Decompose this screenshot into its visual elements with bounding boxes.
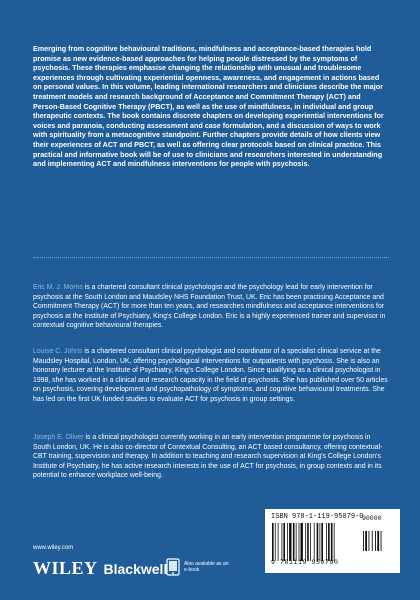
author-bio bbox=[33, 433, 389, 481]
book-description: Emerging from cognitive behavioural traditions, mindfulness and acceptance-based therapies hold promise as new evidence-based approaches for helping people distressed by the symptoms of psychosis. These therapies emphasise changing the relationship with unusual and troublesome experiences through cultivating experiential openness, awareness, and engagement in actions based on personal values. In this volume, leading international researchers and clinicians describe the major treatment models and research background of Acceptance and Commitment Therapy (ACT) and Person-Based Cognitive Therapy (PBCT), as well as the use of mindfulness, in individual and group therapeutic contexts. The book contains discrete chapters on developing experiential interventions for voices and paranoia, conducting assessment and case formulation, and a discussion of ways to work with spirituality from a metacognitive standpoint. Further chapters provide details of how clients view their experiences of ACT and PBCT, as well as offering clear protocols based on clinical practice. This practical and informative book will be of use to clinicians and researchers interested in understanding and implementing ACT and mindfulness interventions for people with psychosis. bbox=[33, 44, 384, 169]
divider bbox=[33, 257, 389, 258]
author-name: Eric M. J. Morris bbox=[33, 284, 83, 291]
ebook-note: Also available as an e-book bbox=[184, 561, 229, 573]
logo-blackwell: Blackwell bbox=[103, 561, 168, 577]
barcode-icon bbox=[271, 523, 359, 561]
author-bio-text: is a clinical psychologist currently working in an early intervention programme for psychosis in South London, UK. He is also co-director of Contextual Consulting, an ACT based consultancy, offering contextual-CBT training, supervision and therapy. In addition to teaching and research supervision at King's College London's Institute of Psychiatry, he has active research interests in the use of ACT for psychosis, in group contexts and in its potential to enhance workplace well-being. bbox=[33, 434, 383, 479]
author-bio-text: is a chartered consultant clinical psychologist and the psychology lead for early intervention for psychosis at the South London and Maudsley NHS Foundation Trust, UK. Eric has been practising Acceptance and Commitment Therapy (ACT) for more than ten years, and researches mindfulness and acceptance interventions for psychosis at the Institute of Psychiatry, King's College London. Eric is a highly experienced trainer and supervisor in contextual cognitive behavioural therapies. bbox=[33, 284, 386, 329]
author-name: Joseph E. Oliver bbox=[33, 434, 84, 441]
publisher-url: www.wiley.com bbox=[33, 545, 74, 551]
isbn-label: ISBN 978-1-119-95079-0 bbox=[271, 513, 364, 521]
addon-code: 90000 bbox=[362, 515, 382, 522]
ebook-icon bbox=[166, 558, 180, 576]
author-name: Louise C. Johns bbox=[33, 348, 83, 355]
author-bio bbox=[33, 283, 389, 331]
addon-barcode bbox=[362, 531, 392, 551]
author-bio-text: is a chartered consultant clinical psychologist and coordinator of a specialist clinical service at the Maudsley Hospital, London, UK, offering psychological interventions for outpatients with psychosis. She is also an honorary lecturer at the Institute of Psychiatry, King's College London. Since qualifying as a clinical psychologist in 1998, she has worked in a clinical and research capacity in the field of psychosis. She has published over 50 articles on psychosis, covering development and psychopathology of symptoms, and cognitive behavioural treatments. She has led on the first UK funded studies to evaluate ACT for psychosis in group settings. bbox=[33, 348, 388, 403]
addon-barcode-icon bbox=[362, 523, 392, 551]
logo-wiley: WILEY bbox=[33, 558, 98, 578]
author-bio bbox=[33, 347, 389, 404]
ebook-badge bbox=[166, 558, 234, 576]
barcode-digits: 9 781119 950790 bbox=[271, 559, 339, 566]
publisher-logo bbox=[33, 558, 167, 579]
